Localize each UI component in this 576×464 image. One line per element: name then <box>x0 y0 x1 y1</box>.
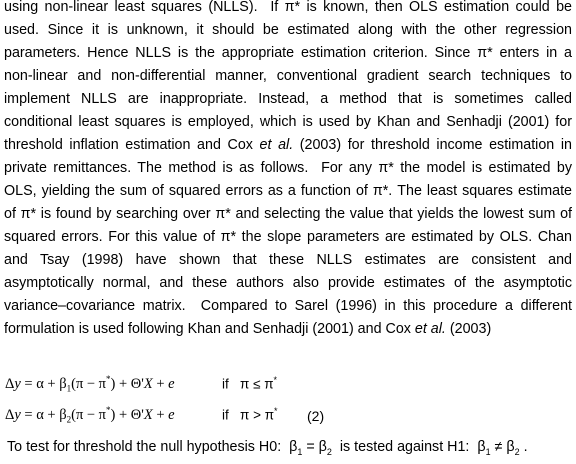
text-line-1: using non-linear least squares (NLLS). If π* is known, then OLS estimation could be <box>4 0 572 15</box>
text-line-7: threshold inflation estimation and Cox et al. (2003) for threshold income estimation in <box>4 137 572 153</box>
equation-2-condition: if π > π* <box>222 406 278 423</box>
text-line-10: of π* is found by searching over π* and selecting the value that yields the lowest sum of <box>4 206 572 222</box>
equation-number: (2) <box>307 408 325 424</box>
text-line-5: implement NLLS are inappropriate. Instead, a method that is sometimes called <box>4 91 572 107</box>
text-line-11: squared errors. For this value of π* the slope parameters are estimated by OLS. Chan <box>4 229 572 245</box>
text-line-3: parameters. Hence NLLS is the appropriate estimation criterion. Since π* enters in a <box>4 45 572 61</box>
text-line-13: asymptotically normal, and these authors also provide estimates of the asymptotic <box>4 275 572 291</box>
text-line-12: and Tsay (1998) have shown that these NLLS estimates are consistent and <box>4 252 572 268</box>
text-line-15: formulation is used following Khan and Senhadji (2001) and Cox et al. (2003) <box>4 321 492 337</box>
equation-1-condition: if π ≤ π* <box>222 375 278 392</box>
hypothesis-line: To test for threshold the null hypothesis H0: $\beta_1 = \beta_2$ is tested against H1: $\beta_1 \ne \beta_2$ . <box>7 439 528 457</box>
text-line-4: non-linear and non-differential manner, conventional gradient search techniques to <box>4 68 572 84</box>
text-line-14: variance–covariance matrix. Compared to Sarel (1996) in this procedure a different <box>4 298 572 314</box>
equation-2: $\Delta y = \alpha + \beta_2(\pi - \pi^*) + \Theta'X + e$ <box>5 405 175 425</box>
text-line-8: private remittances. The method is as follows. For any π* the model is estimated by <box>4 160 572 176</box>
text-line-2: used. Since it is unknown, it should be estimated along with the other regression <box>4 22 572 38</box>
text-line-6: conditional least squares is employed, which is used by Khan and Senhadji (2001) for <box>4 114 572 130</box>
equation-1: $\Delta y = \alpha + \beta_1(\pi - \pi^*) + \Theta'X + e$ <box>5 374 175 394</box>
text-line-9: OLS, yielding the sum of squared errors as a function of π*. The least squares estimate <box>4 183 572 199</box>
